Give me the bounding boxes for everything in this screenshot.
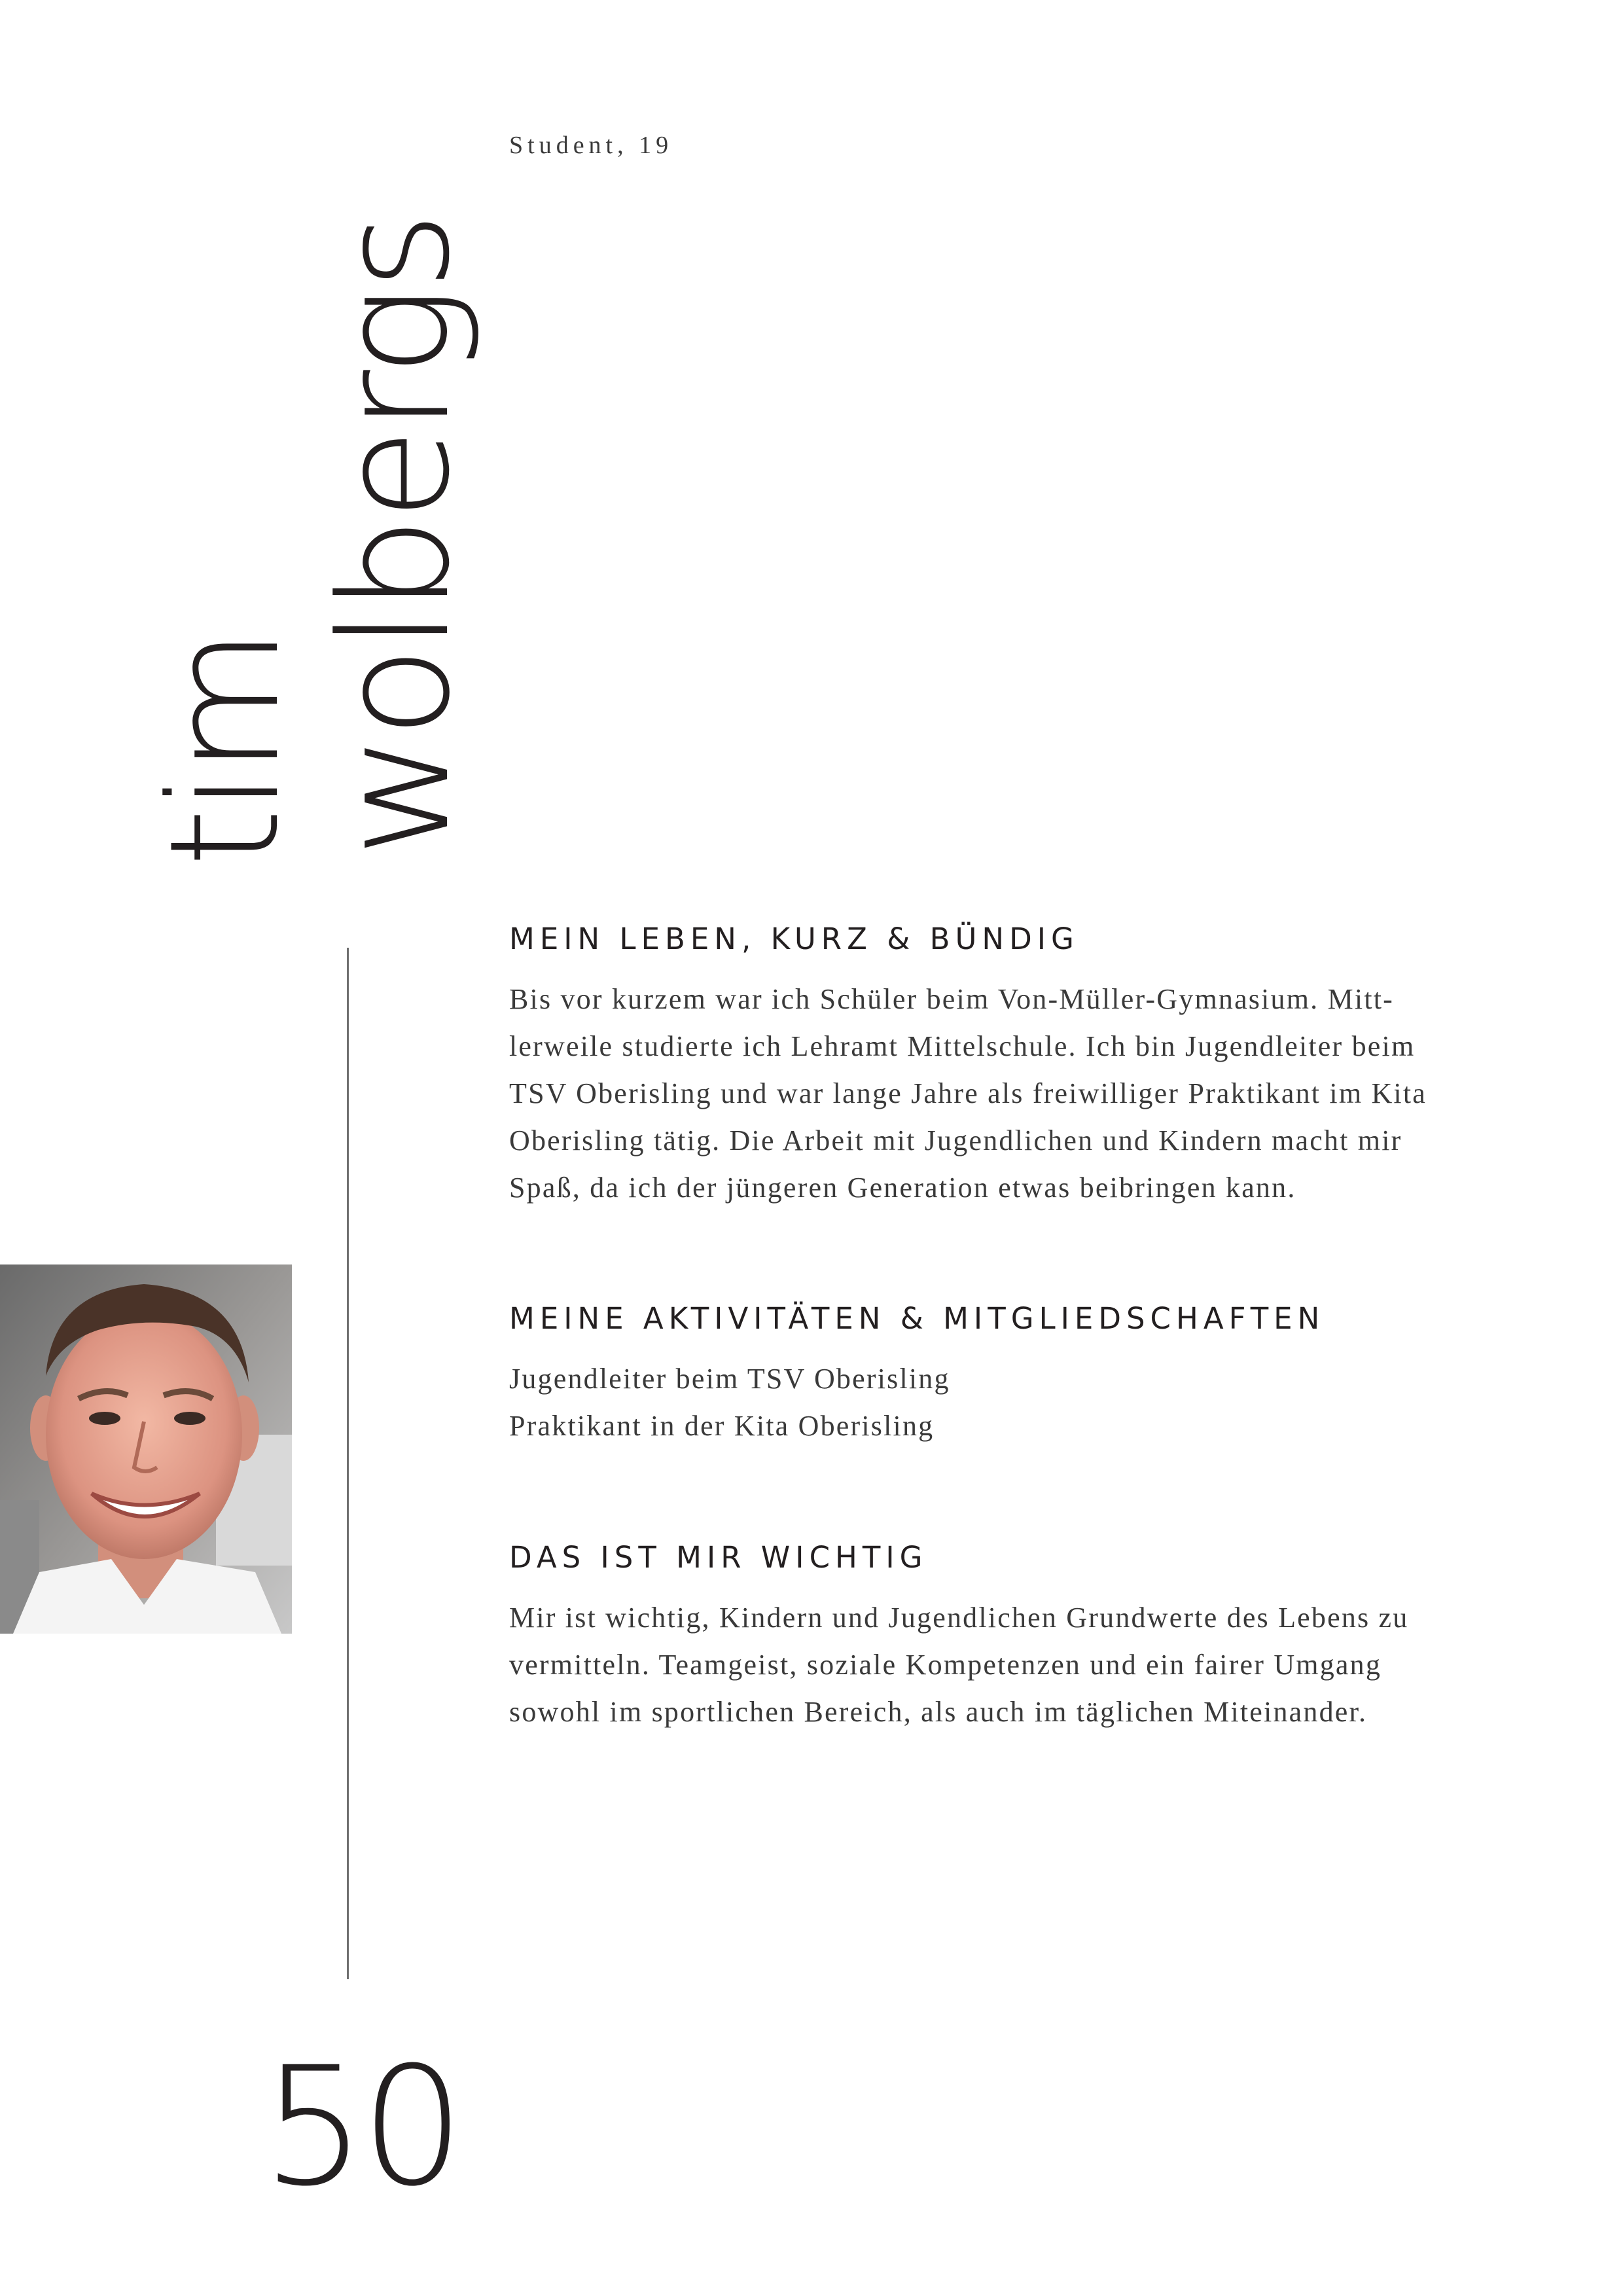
section-activities	[509, 1301, 1491, 1450]
body-line: Jugendleiter beim TSV Oberisling	[509, 1363, 950, 1395]
portrait-photo	[0, 1265, 292, 1634]
body-line: lerweile studierte ich Lehramt Mittelschule. Ich bin Jugendleiter beim	[509, 1030, 1416, 1062]
body-line: Spaß, da ich der jüngeren Generation etwas beibringen kann.	[509, 1172, 1296, 1204]
body-line: vermitteln. Teamgeist, soziale Kompetenzen und ein fairer Umgang	[509, 1649, 1382, 1681]
section-heading: MEIN LEBEN, KURZ & BÜNDIG	[509, 922, 1079, 956]
body-line: Mir ist wichtig, Kindern und Jugendlichen Grundwerte des Lebens zu	[509, 1602, 1409, 1634]
first-name: tim	[138, 631, 313, 867]
subtitle: Student, 19	[509, 132, 673, 159]
page-number: 50	[262, 2032, 460, 2222]
section-body	[509, 976, 1491, 1211]
vertical-divider	[347, 948, 349, 1979]
body-line: Oberisling tätig. Die Arbeit mit Jugendlichen und Kindern macht mir	[509, 1124, 1402, 1157]
section-heading: MEINE AKTIVITÄTEN & MITGLIEDSCHAFTEN	[509, 1301, 1325, 1336]
body-line: sowohl im sportlichen Bereich, als auch im täglichen Miteinander.	[509, 1696, 1368, 1728]
section-values	[509, 1540, 1491, 1736]
section-body	[509, 1594, 1491, 1736]
section-life	[509, 922, 1491, 1211]
body-line: Bis vor kurzem war ich Schüler beim Von-Müller-Gymnasium. Mitt-	[509, 983, 1395, 1015]
body-line: Praktikant in der Kita Oberisling	[509, 1410, 935, 1442]
section-heading: DAS IST MIR WICHTIG	[509, 1540, 928, 1575]
last-name: wolbergs	[308, 215, 483, 857]
section-body	[509, 1355, 1491, 1450]
body-line: TSV Oberisling und war lange Jahre als freiwilliger Praktikant im Kita	[509, 1077, 1427, 1109]
